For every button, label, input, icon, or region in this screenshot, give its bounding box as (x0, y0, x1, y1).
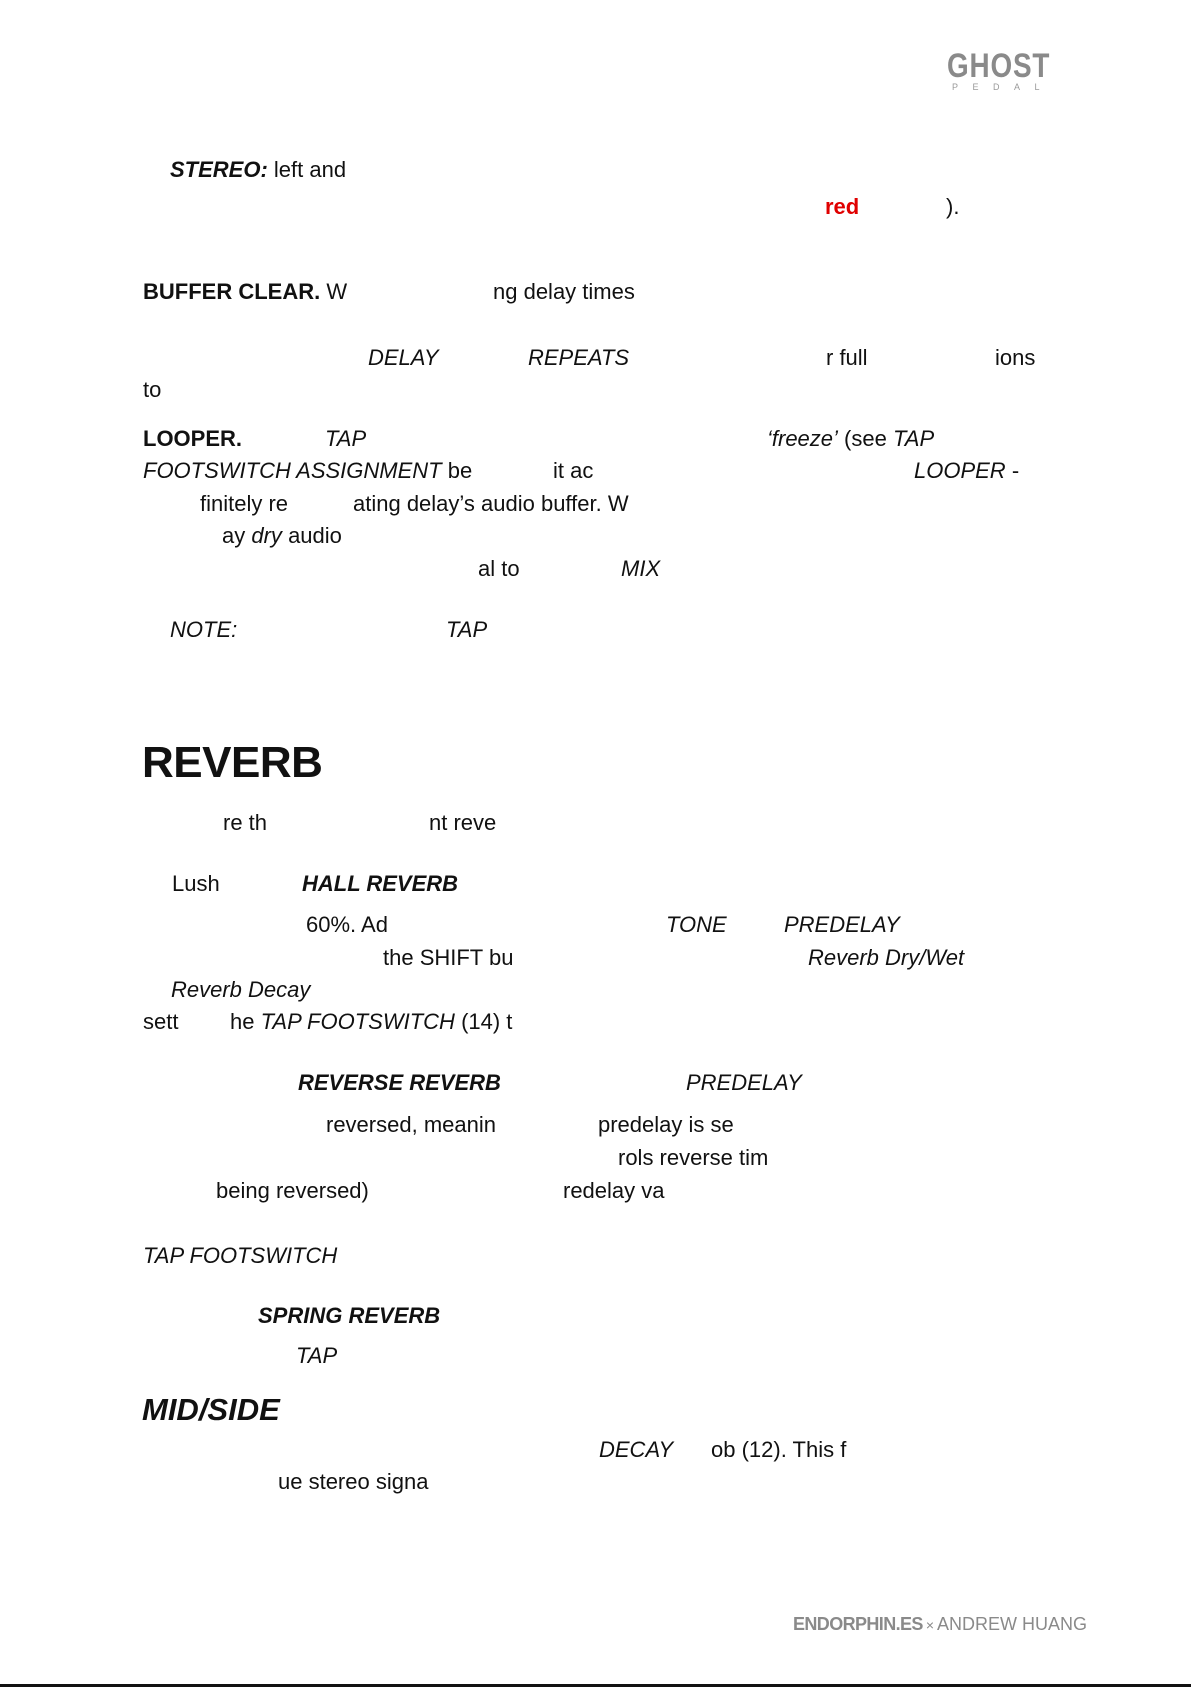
hall-predelay: PREDELAY (784, 912, 900, 937)
stereo-close: ). (946, 194, 960, 219)
buffer-clear-text1: W (326, 279, 348, 304)
reverse-predelay: PREDELAY (686, 1070, 802, 1095)
reverb-heading: REVERB (142, 738, 323, 787)
note-label: NOTE: (170, 617, 238, 642)
hall-tone: TONE (666, 912, 727, 937)
looper-line4b: audio (288, 523, 342, 548)
reverse-d: being reversed) (216, 1178, 369, 1203)
hall-reverb-title: HALL REVERB (302, 871, 459, 896)
looper-freeze: ‘freeze’ (767, 426, 838, 451)
stereo-red-word: red (825, 194, 860, 219)
spring-reverb-title: SPRING REVERB (258, 1303, 441, 1328)
hall-lush: Lush (172, 871, 220, 896)
buffer-clear-repeats: REPEATS (528, 345, 630, 370)
looper-word-line (914, 458, 1019, 484)
hall-he: he (230, 1009, 255, 1034)
reverse-a: reversed, meanin (326, 1112, 496, 1137)
looper-itac: it ac (553, 458, 594, 483)
spring-tap: TAP (296, 1343, 338, 1368)
hall-sett: sett (143, 1009, 179, 1034)
footer-andrew-huang: ANDREW HUANG (937, 1614, 1088, 1634)
buffer-clear-text5: to (143, 377, 162, 402)
footer-endorphines: ENDORPHIN.ES (793, 1614, 923, 1634)
hall-pct: 60%. Ad (306, 912, 388, 937)
looper-word: LOOPER (914, 458, 1006, 483)
stereo-text: left and (273, 157, 347, 182)
looper-title: LOOPER. (143, 426, 243, 451)
reverse-c: rols reverse tim (618, 1145, 769, 1170)
buffer-clear-text3: r full (826, 345, 868, 370)
hall-drywet: Reverb Dry/Wet (808, 945, 965, 970)
looper-assignment-line (143, 458, 472, 484)
looper-line3b: ating delay’s audio buffer. W (353, 491, 629, 516)
looper-line4 (222, 523, 342, 549)
hall-tapfs-line (230, 1009, 512, 1035)
reverse-e: redelay va (563, 1178, 665, 1203)
reverse-reverb-title: REVERSE REVERB (298, 1070, 501, 1095)
looper-line4a: ay (222, 523, 246, 548)
midside-decay: DECAY (599, 1437, 674, 1462)
looper-line5a: al to (478, 556, 520, 581)
looper-see: (see (844, 426, 887, 451)
midside-heading: MID/SIDE (142, 1392, 280, 1427)
buffer-clear-text2: ng delay times (493, 279, 635, 304)
buffer-clear-delay: DELAY (368, 345, 439, 370)
midside-stereo: ue stereo signa (278, 1469, 429, 1494)
reverse-b: predelay is se (598, 1112, 734, 1137)
midside-ob: ob (12). This f (711, 1437, 847, 1462)
hall-shift: the SHIFT bu (383, 945, 514, 970)
looper-tap: TAP (325, 426, 367, 451)
stereo-line (170, 157, 346, 183)
looper-dry: dry (251, 523, 282, 548)
buffer-clear-title: BUFFER CLEAR. (143, 279, 321, 304)
hall-fourteen: (14) t (461, 1009, 513, 1034)
looper-freeze-line (767, 426, 934, 452)
footer-sep: × (925, 1617, 935, 1633)
looper-mix: MIX (621, 556, 661, 581)
stereo-label: STEREO: (170, 157, 268, 182)
hall-tapfs: TAP FOOTSWITCH (260, 1009, 455, 1034)
reverb-intro-a: re th (223, 810, 268, 835)
ghost-logo: GHOST (947, 47, 1051, 85)
looper-line3a: finitely re (200, 491, 289, 516)
looper-tap2: TAP (892, 426, 935, 451)
reverse-tapfs: TAP FOOTSWITCH (143, 1243, 338, 1268)
looper-dash: - (1011, 458, 1020, 483)
note-tap: TAP (446, 617, 488, 642)
buffer-clear-text4: ions (995, 345, 1036, 370)
pedal-logo-sub: PEDAL (952, 82, 1055, 92)
footer-brand (793, 1613, 1087, 1636)
reverb-intro-b: nt reve (429, 810, 497, 835)
hall-decay: Reverb Decay (171, 977, 311, 1002)
looper-be: be (447, 458, 473, 483)
buffer-clear-line (143, 279, 347, 305)
looper-assignment: FOOTSWITCH ASSIGNMENT (143, 458, 442, 483)
